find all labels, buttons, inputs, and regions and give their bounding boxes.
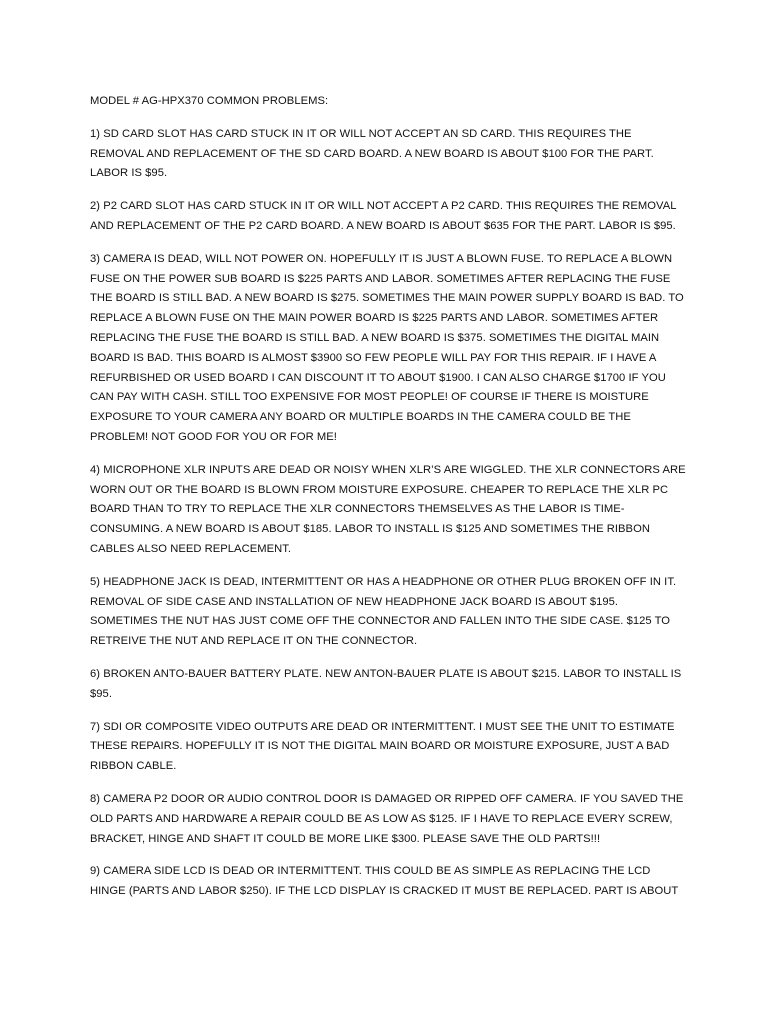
problem-paragraph-1: 1) SD CARD SLOT HAS CARD STUCK IN IT OR WILL NOT ACCEPT AN SD CARD. THIS REQUIRES THE REMOVAL AND REPLACEMENT OF THE SD CARD BOARD. A NEW BOARD IS ABOUT $100 FOR THE PART. LABOR IS $95. [90, 127, 654, 180]
document-title: MODEL # AG-HPX370 COMMON PROBLEMS: [90, 95, 329, 107]
problem-paragraph-8: 8) CAMERA P2 DOOR OR AUDIO CONTROL DOOR IS DAMAGED OR RIPPED OFF CAMERA. IF YOU SAVED THE OLD PARTS AND HARDWARE A REPAIR COULD BE AS LOW AS $125. IF I HAVE TO REPLACE EVERY SCREW, BRACKET, HINGE AND SHAFT IT COULD BE MORE LIKE $300. PLEASE SAVE THE OLD PARTS!!! [90, 792, 684, 845]
problem-paragraph-4: 4) MICROPHONE XLR INPUTS ARE DEAD OR NOISY WHEN XLR’S ARE WIGGLED. THE XLR CONNECTORS ARE WORN OUT OR THE BOARD IS BLOWN FROM MOISTURE EXPOSURE. CHEAPER TO REPLACE THE XLR PC BOARD THAN TO TRY TO REPLACE THE XLR CONNECTORS THEMSELVES AS THE LABOR IS TIME-CONSUMING. A NEW BOARD IS ABOUT $185. LABOR TO INSTALL IS $125 AND SOMETIMES THE RIBBON CABLES ALSO NEED REPLACEMENT. [90, 463, 686, 555]
problem-paragraph-9: 9) CAMERA SIDE LCD IS DEAD OR INTERMITTENT. THIS COULD BE AS SIMPLE AS REPLACING THE LCD HINGE (PARTS AND LABOR $250). IF THE LCD DISPLAY IS CRACKED IT MUST BE REPLACED. PART IS ABOUT [90, 865, 679, 898]
problem-paragraph-3: 3) CAMERA IS DEAD, WILL NOT POWER ON. HOPEFULLY IT IS JUST A BLOWN FUSE. TO REPLACE A BLOWN FUSE ON THE POWER SUB BOARD IS $225 PARTS AND LABOR. SOMETIMES AFTER REPLACING THE FUSE THE BOARD IS STILL BAD. A NEW BOARD IS $275. SOMETIMES THE MAIN POWER SUPPLY BOARD IS BAD. TO REPLACE A BLOWN FUSE ON THE MAIN POWER BOARD IS $225 PARTS AND LABOR. SOMETIMES AFTER REPLACING THE FUSE THE BOARD IS STILL BAD. A NEW BOARD IS $375. SOMETIMES THE DIGITAL MAIN BOARD IS BAD. THIS BOARD IS ALMOST $3900 SO FEW PEOPLE WILL PAY FOR THIS REPAIR. IF I HAVE A REFURBISHED OR USED BOARD I CAN DISCOUNT IT TO ABOUT $1900. I CAN ALSO CHARGE $1700 IF YOU CAN PAY WITH CASH. STILL TOO EXPENSIVE FOR MOST PEOPLE! OF COURSE IF THERE IS MOISTURE EXPOSURE TO YOUR CAMERA ANY BOARD OR MULTIPLE BOARDS IN THE CAMERA COULD BE THE PROBLEM! NOT GOOD FOR YOU OR FOR ME! [90, 252, 684, 443]
problem-paragraph-6: 6) BROKEN ANTO-BAUER BATTERY PLATE. NEW ANTON-BAUER PLATE IS ABOUT $215. LABOR TO INSTALL IS $95. [90, 667, 682, 700]
problem-paragraph-7: 7) SDI OR COMPOSITE VIDEO OUTPUTS ARE DEAD OR INTERMITTENT. I MUST SEE THE UNIT TO ESTIMATE THESE REPAIRS. HOPEFULLY IT IS NOT THE DIGITAL MAIN BOARD OR MOISTURE EXPOSURE, JUST A BAD RIBBON CABLE. [90, 720, 675, 773]
problem-paragraph-2: 2) P2 CARD SLOT HAS CARD STUCK IN IT OR WILL NOT ACCEPT A P2 CARD. THIS REQUIRES THE REMOVAL AND REPLACEMENT OF THE P2 CARD BOARD. A NEW BOARD IS ABOUT $635 FOR THE PART. LABOR IS $95. [90, 200, 677, 232]
problem-paragraph-5: 5) HEADPHONE JACK IS DEAD, INTERMITTENT OR HAS A HEADPHONE OR OTHER PLUG BROKEN OFF IN IT. REMOVAL OF SIDE CASE AND INSTALLATION OF NEW HEADPHONE JACK BOARD IS ABOUT $195. SOMETIMES THE NUT HAS JUST COME OFF THE CONNECTOR AND FALLEN INTO THE SIDE CASE. $125 TO RETREIVE THE NUT AND REPLACE IT ON THE CONNECTOR. [90, 575, 677, 648]
document-body [90, 92, 686, 915]
